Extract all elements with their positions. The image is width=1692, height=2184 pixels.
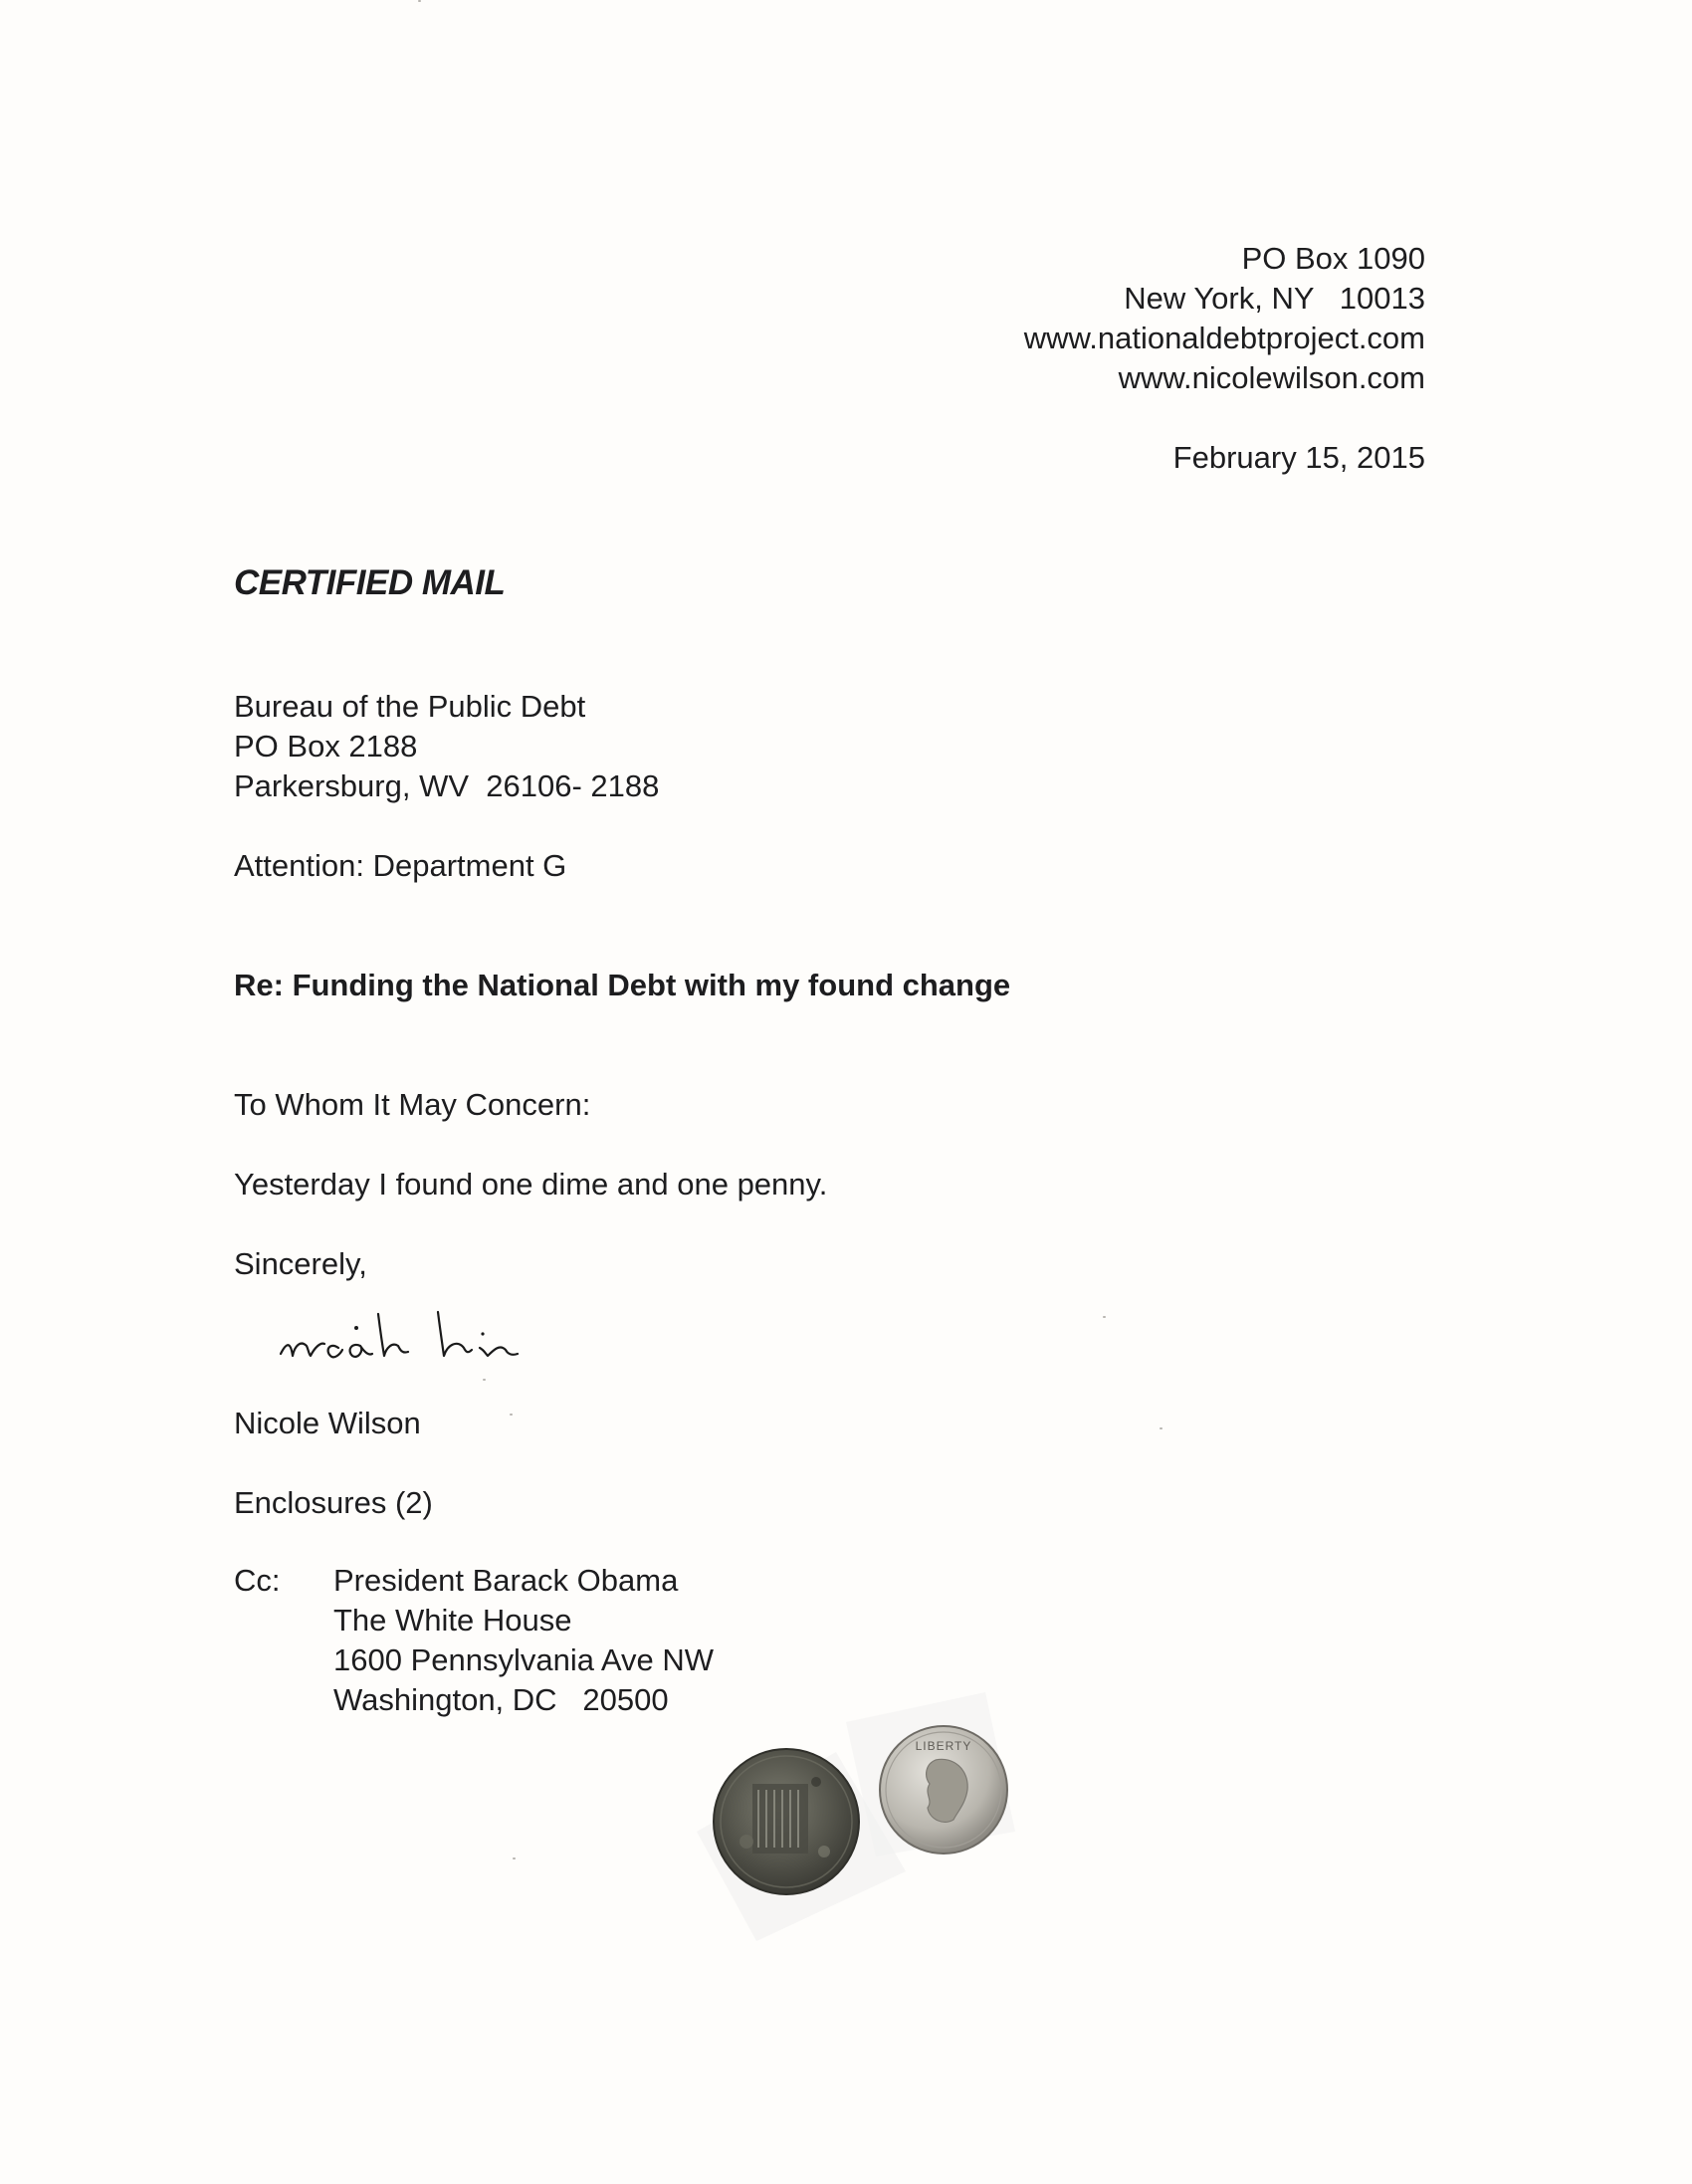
paper-speck [418,0,421,2]
letter-body: Yesterday I found one dime and one penny. [234,1167,828,1201]
recipient-address-line: PO Box 2188 [234,729,418,764]
recipient-address-line: Bureau of the Public Debt [234,689,586,724]
paper-speck [1160,1427,1163,1429]
paper-speck [513,1857,516,1859]
letter-date: February 15, 2015 [1172,440,1425,475]
paper-speck [483,1379,486,1381]
cc-line: The White House [333,1603,572,1638]
cc-line: 1600 Pennsylvania Ave NW [333,1642,714,1677]
recipient-address [234,687,659,806]
sender-address-line: New York, NY 10013 [1124,281,1425,316]
recipient-address-line: Parkersburg, WV 26106- 2188 [234,768,660,803]
cc-recipient [333,1561,714,1720]
paper-speck [1103,1316,1106,1318]
cc-line: President Barack Obama [333,1563,679,1598]
handwritten-signature [269,1284,617,1394]
sender-address [1024,239,1425,398]
taped-coins [687,1682,1045,1941]
dime-inscription: LIBERTY [915,1739,972,1753]
subject-line: Re: Funding the National Debt with my found change [234,968,1011,1002]
cc-line: Washington, DC 20500 [333,1682,669,1717]
dime [880,1726,1007,1854]
enclosures-note: Enclosures (2) [234,1485,433,1520]
closing: Sincerely, [234,1246,367,1281]
sender-website: www.nationaldebtproject.com [1023,321,1425,355]
cc-label: Cc: [234,1563,281,1598]
penny [714,1749,859,1894]
attention-line: Attention: Department G [234,848,567,883]
signer-name: Nicole Wilson [234,1406,421,1440]
salutation: To Whom It May Concern: [234,1087,591,1122]
certified-mail-heading: CERTIFIED MAIL [234,563,506,602]
paper-speck [510,1414,513,1416]
sender-address-line: PO Box 1090 [1241,241,1425,276]
sender-website: www.nicolewilson.com [1118,360,1425,395]
